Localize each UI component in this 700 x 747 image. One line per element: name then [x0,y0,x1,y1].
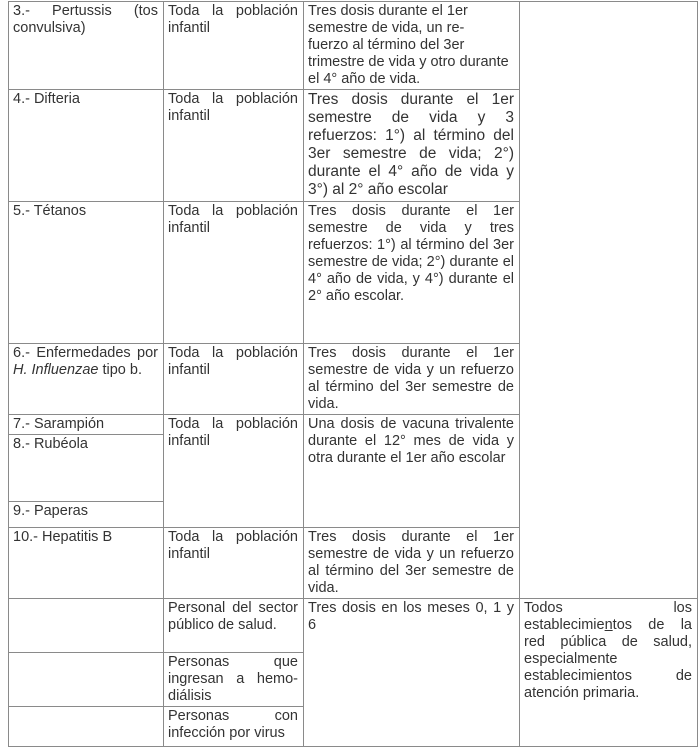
disease-cell: 7.- Sarampión [9,415,164,435]
disease-cell: 9.- Paperas [9,502,164,528]
table-row [9,2,698,90]
population-cell: Toda la población infantil [164,415,304,528]
disease-cell: 10.- Hepatitis B [9,528,164,599]
population-cell: Toda la población infantil [164,344,304,415]
place-text: tos de la red pública de salud, especialmente establecimientos de atención primaria. [524,617,692,701]
place-cell [520,599,698,747]
disease-cell-empty [9,653,164,707]
place-cell-empty [520,2,698,599]
table-row [9,599,698,653]
population-cell: Toda la población infantil [164,2,304,90]
disease-cell-empty [9,707,164,747]
disease-text: tipo b. [98,362,142,378]
schedule-cell: Tres dosis durante el 1er semestre de vida y tres refuerzos: 1°) al término del 3er semestre de vida; 2°) durante el 4° año de vida, y 4°) durante el 2° año escolar. [304,202,520,344]
population-cell: Toda la población infantil [164,202,304,344]
schedule-cell: Tres dosis en los meses 0, 1 y 6 [304,599,520,747]
disease-cell [9,344,164,415]
schedule-cell: Tres dosis durante el 1er semestre de vida, un re- fuerzo al término del 3er trimestre de vida y otro durante el 4° año de vida. [304,2,520,90]
schedule-cell: Una dosis de vacuna trivalente durante el 12° mes de vida y otra durante el 1er año escolar [304,415,520,528]
population-cell: Personas que ingresan a hemo-diálisis [164,653,304,707]
disease-cell-empty [9,599,164,653]
disease-text: 6.- Enfermedades por [13,345,158,361]
population-cell: Personas con infección por virus [164,707,304,747]
disease-cell: 5.- Tétanos [9,202,164,344]
vaccination-table [8,1,698,747]
disease-cell: 8.- Rubéola [9,435,164,502]
schedule-cell: Tres dosis durante el 1er semestre de vida y un refuerzo al término del 3er semestre de vida. [304,528,520,599]
population-cell: Toda la población infantil [164,90,304,202]
place-text: Todos los establecimie [524,600,692,633]
place-underlined-text: n [604,617,613,633]
schedule-cell: Tres dosis durante el 1er semestre de vida y un refuerzo al término del 3er semestre de vida. [304,344,520,415]
disease-italic-text: H. Influenzae [13,362,99,378]
schedule-cell: Tres dosis durante el 1er semestre de vida y 3 refuerzos: 1°) al término del 3er semestre de vida; 2°) durante el 4° año de vida y 3°) al 2° año escolar [304,90,520,202]
disease-cell: 4.- Difteria [9,90,164,202]
population-cell: Personal del sector público de salud. [164,599,304,653]
population-cell: Toda la población infantil [164,528,304,599]
disease-cell: 3.- Pertussis (tos convulsiva) [9,2,164,90]
